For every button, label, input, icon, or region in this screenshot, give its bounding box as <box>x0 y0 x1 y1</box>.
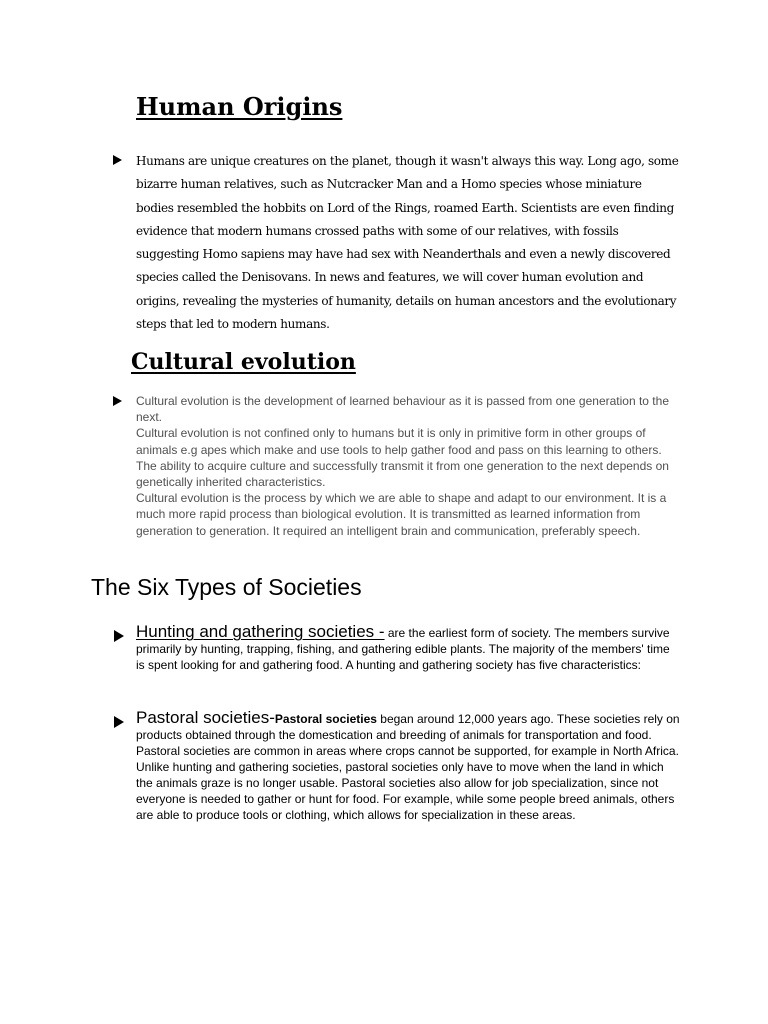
bold-term-pastoral: Pastoral societies <box>274 712 377 726</box>
paragraph-cultural-evolution <box>136 393 681 539</box>
arrow-bullet-icon <box>114 716 124 728</box>
term-pastoral: Pastoral societies- <box>136 708 275 727</box>
arrow-bullet-icon <box>114 630 124 642</box>
item-text-hunting-gathering: are the earliest form of society. The members survive primarily by hunting, trapping, fishing, and gathering edible plants. The majority of the members' time is spent looking for and gathering food. A hunting and gathering society has five characteristics: <box>136 626 670 672</box>
term-hunting-gathering: Hunting and gathering societies - <box>136 622 385 641</box>
heading-cultural-evolution: Cultural evolution <box>131 349 356 375</box>
list-item-pastoral <box>136 710 681 823</box>
heading-six-types-of-societies: The Six Types of Societies <box>91 574 362 600</box>
cultural-evolution-line-2: Cultural evolution is not confined only to humans but it is only in primitive form in other groups of animals e.g apes which make and use tools to help gather food and pass on this learning to others. The ability to acquire culture and successfully transmit it from one generation to the next depends on genetically inherited characteristics. <box>136 426 669 490</box>
arrow-bullet-icon <box>113 155 122 165</box>
heading-human-origins: Human Origins <box>136 92 343 121</box>
paragraph-human-origins: Humans are unique creatures on the planet, though it wasn't always this way. Long ago, some bizarre human relatives, such as Nutcracker Man and a Homo species whose miniature bodies resembled the hobbits on Lord of the Rings, roamed Earth. Scientists are even finding evidence that modern humans crossed paths with some of our relatives, with fossils suggesting Homo sapiens may have had sex with Neanderthals and even a newly discovered species called the Denisovans. In news and features, we will cover human evolution and origins, revealing the mysteries of humanity, details on human ancestors and the evolutionary steps that led to modern humans. <box>136 154 679 332</box>
cultural-evolution-line-1: Cultural evolution is the development of learned behaviour as it is passed from one generation to the next. <box>136 394 669 425</box>
list-item-hunting-gathering <box>136 624 681 673</box>
arrow-bullet-icon <box>113 396 122 406</box>
cultural-evolution-line-3: Cultural evolution is the process by which we are able to shape and adapt to our environment. It is a much more rapid process than biological evolution. It is transmitted as learned information from generation to generation. It required an intelligent brain and communication, preferably speech. <box>136 491 667 538</box>
item-text-pastoral: began around 12,000 years ago. These societies rely on products obtained through the domestication and breeding of animals for transportation and food. Pastoral societies are common in areas where crops cannot be supported, for example in North Africa. Unlike hunting and gathering societies, pastoral societies only have to move when the land in which the animals graze is no longer usable. Pastoral societies also allow for job specialization, since not everyone is needed to gather or hunt for food. For example, while some people breed animals, others are able to produce tools or clothing, which allows for specialization in these areas. <box>136 712 680 822</box>
